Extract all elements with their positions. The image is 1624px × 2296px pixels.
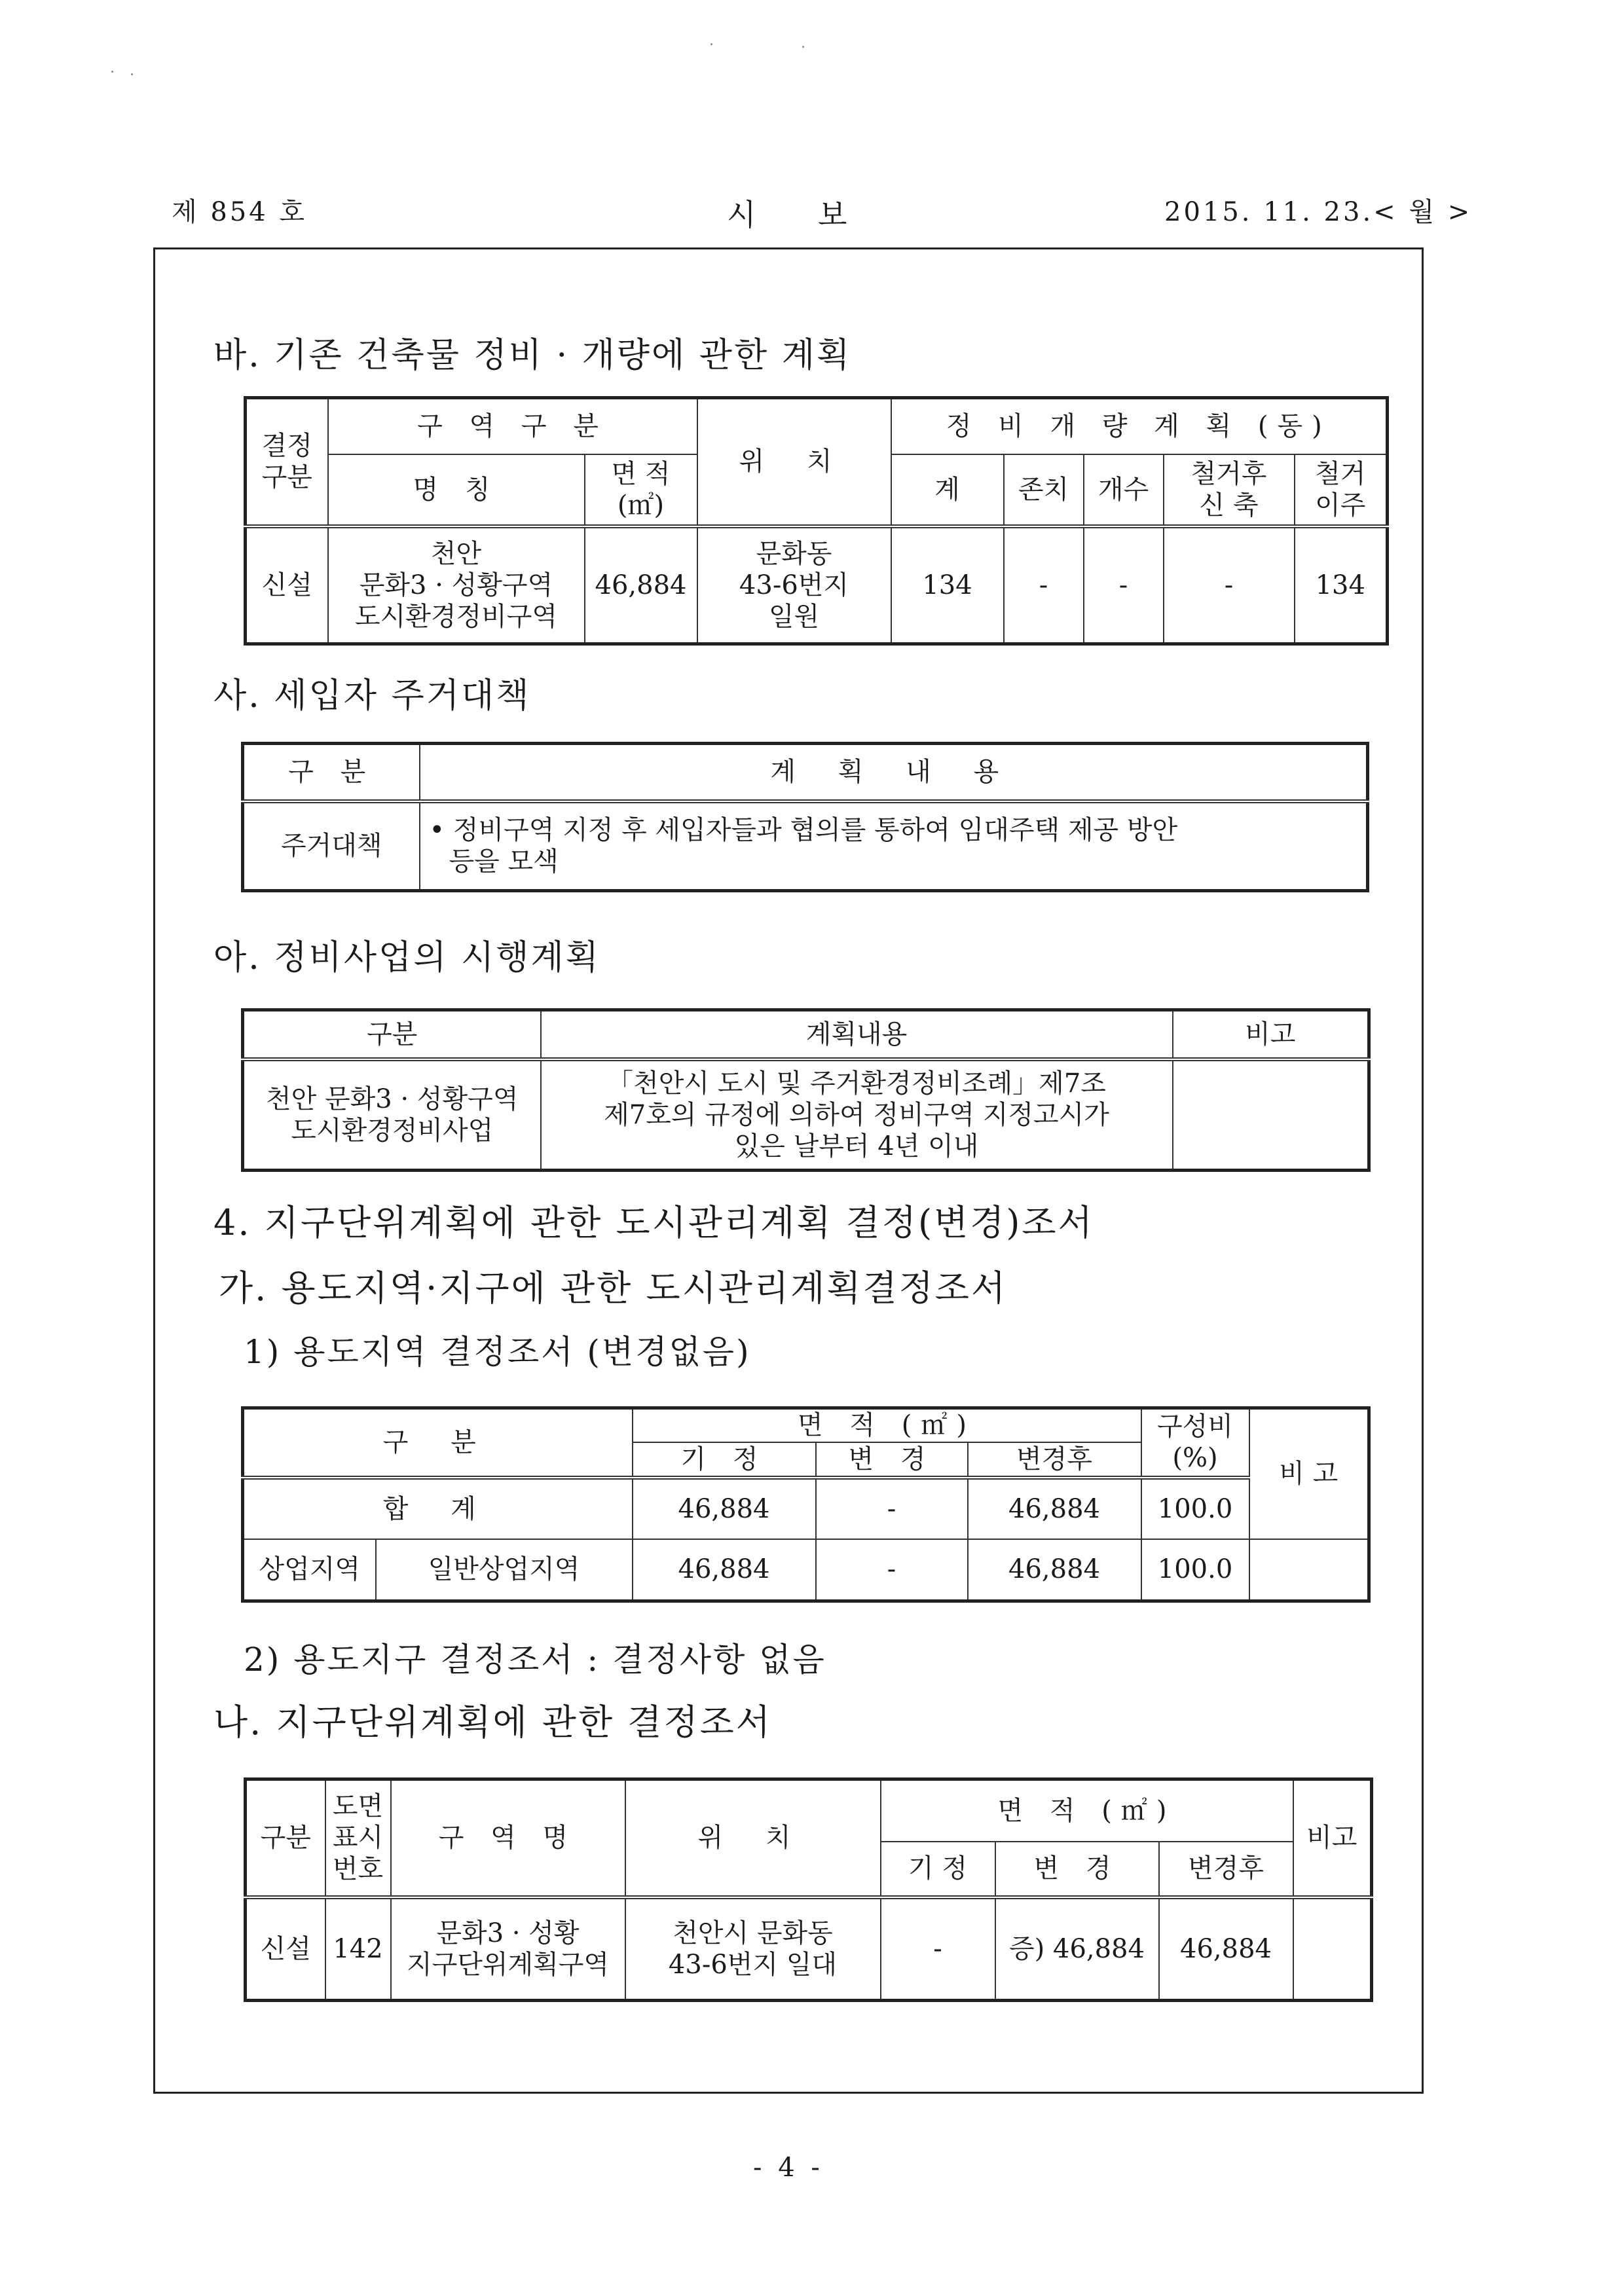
col-category: 구분	[243, 1010, 541, 1059]
item-2-heading: 2) 용도지구 결정조서 : 결정사항 없음	[244, 1641, 826, 1679]
col-category: 구 분	[243, 1408, 633, 1478]
cell-decision: 신설	[246, 526, 328, 644]
tenant-plan-table	[241, 742, 1369, 892]
cell-ratio: 100.0	[1141, 1539, 1249, 1601]
cell-preserve: -	[1004, 526, 1084, 644]
total-after: 46,884	[968, 1478, 1141, 1539]
cell-category: 천안 문화3 · 성황구역 도시환경정비사업	[243, 1059, 541, 1171]
cell-area: 46,884	[585, 526, 697, 644]
cell-after: 46,884	[1159, 1897, 1293, 2001]
cell-change: 증) 46,884	[995, 1897, 1159, 2001]
cell-location: 천안시 문화동 43-6번지 일대	[625, 1897, 881, 2001]
section-a-heading: 아. 정비사업의 시행계획	[213, 938, 600, 977]
cell-relocate: 134	[1295, 526, 1388, 644]
publication-title: 시 보	[727, 197, 874, 232]
col-area: 면 적 (㎡)	[585, 454, 697, 526]
cell-note	[1249, 1539, 1369, 1601]
cell-repair: -	[1084, 526, 1164, 644]
col-area: 면 적 (㎡)	[633, 1408, 1141, 1442]
cell-content: • 정비구역 지정 후 세입자들과 협의를 통하여 임대주택 제공 방안 등을 모색	[420, 801, 1368, 891]
scan-speck	[710, 43, 712, 45]
page-number: - 4 -	[753, 2153, 824, 2183]
total-ratio: 100.0	[1141, 1478, 1249, 1539]
scan-speck	[131, 73, 133, 75]
col-decision: 결정 구분	[246, 398, 328, 526]
cell-map-number: 142	[325, 1897, 391, 2001]
col-relocate: 철거 이주	[1295, 454, 1388, 526]
col-location: 위 치	[625, 1779, 881, 1897]
col-note: 비고	[1173, 1010, 1369, 1059]
col-area: 면 적 (㎡)	[881, 1779, 1293, 1842]
cell-location: 문화동 43-6번지 일원	[697, 526, 891, 644]
cell-after: 46,884	[968, 1539, 1141, 1601]
section-4-heading: 4. 지구단위계획에 관한 도시관리계획 결정(변경)조서	[213, 1202, 1094, 1243]
cell-existing: -	[881, 1897, 995, 2001]
col-total: 계	[891, 454, 1004, 526]
cell-note	[1293, 1897, 1372, 2001]
col-ratio: 구성비 (%)	[1141, 1408, 1249, 1478]
col-after: 변경후	[1159, 1842, 1293, 1897]
col-existing: 기 정	[633, 1442, 816, 1478]
cell-name: 천안 문화3 · 성황구역 도시환경정비구역	[328, 526, 585, 644]
cell-content: 「천안시 도시 및 주거환경정비조례」제7조 제7호의 규정에 의하여 정비구역 지정고시가 있은 날부터 4년 이내	[541, 1059, 1173, 1171]
total-label: 합 계	[243, 1478, 633, 1539]
col-name: 명 칭	[328, 454, 585, 526]
issue-number: 제 854 호	[172, 197, 308, 227]
col-category: 구분	[246, 1779, 325, 1897]
scan-speck	[111, 71, 113, 73]
cell-total: 134	[891, 526, 1004, 644]
cell-category: 신설	[246, 1897, 325, 2001]
col-note: 비고	[1293, 1779, 1372, 1897]
project-plan-table	[241, 1008, 1371, 1172]
cell-rebuild: -	[1164, 526, 1295, 644]
cell-change: -	[816, 1539, 968, 1601]
col-zone: 구 역 구 분	[328, 398, 697, 454]
col-existing: 기 정	[881, 1842, 995, 1897]
col-note: 비 고	[1249, 1408, 1369, 1539]
section-ba-heading: 바. 기존 건축물 정비 · 개량에 관한 계획	[213, 336, 852, 375]
col-repair: 개수	[1084, 454, 1164, 526]
col-plan: 정 비 개 량 계 획 (동)	[891, 398, 1388, 454]
col-change: 변 경	[995, 1842, 1159, 1897]
col-preserve: 존치	[1004, 454, 1084, 526]
section-sa-heading: 사. 세입자 주거대책	[213, 676, 531, 716]
district-plan-table	[244, 1777, 1373, 2002]
col-change: 변 경	[816, 1442, 968, 1478]
col-category: 구 분	[243, 744, 420, 801]
col-after: 변경후	[968, 1442, 1141, 1478]
total-existing: 46,884	[633, 1478, 816, 1539]
section-4-na-heading: 나. 지구단위계획에 관한 결정조서	[213, 1702, 772, 1743]
building-plan-table	[244, 396, 1389, 646]
cell-existing: 46,884	[633, 1539, 816, 1601]
col-content: 계획내용	[541, 1010, 1173, 1059]
col-map-number: 도면 표시 번호	[325, 1779, 391, 1897]
scan-speck	[802, 46, 804, 48]
cell-zone: 상업지역	[243, 1539, 376, 1601]
col-rebuild: 철거후 신 축	[1164, 454, 1295, 526]
zoning-table	[241, 1406, 1371, 1603]
publication-date: 2015. 11. 23.< 월 >	[1164, 197, 1473, 227]
col-location: 위 치	[697, 398, 891, 526]
item-1-heading: 1) 용도지역 결정조서 (변경없음)	[244, 1333, 751, 1371]
cell-category: 주거대책	[243, 801, 420, 891]
col-content: 계 획 내 용	[420, 744, 1368, 801]
section-4-ga-heading: 가. 용도지역·지구에 관한 도시관리계획결정조서	[219, 1267, 1008, 1309]
total-change: -	[816, 1478, 968, 1539]
cell-note	[1173, 1059, 1369, 1171]
cell-subzone: 일반상업지역	[376, 1539, 633, 1601]
cell-zone-name: 문화3 · 성황 지구단위계획구역	[391, 1897, 625, 2001]
col-zone-name: 구 역 명	[391, 1779, 625, 1897]
